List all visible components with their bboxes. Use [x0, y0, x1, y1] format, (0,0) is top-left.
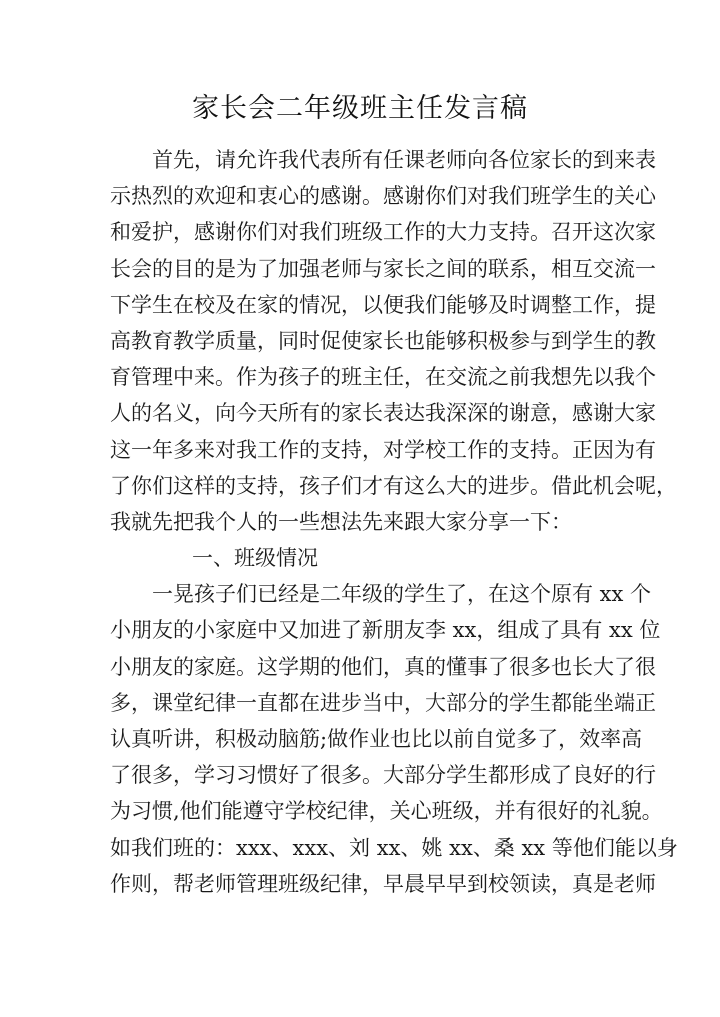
- paragraph-line: 认真听讲，积极动脑筋;做作业也比以前自觉多了，效率高: [110, 727, 643, 751]
- paragraph-line: 了你们这样的支持，孩子们才有这么大的进步。借此机会呢，: [110, 473, 677, 498]
- paragraph-line: 这一年多来对我工作的支持，对学校工作的支持。正因为有: [110, 437, 656, 462]
- paragraph-line: 小朋友的小家庭中又加进了新朋友李 xx，组成了具有 xx 位: [110, 618, 661, 643]
- paragraph-line: 育管理中来。作为孩子的班主任，在交流之前我想先以我个: [110, 365, 656, 390]
- paragraph-line: 和爱护，感谢你们对我们班级工作的大力支持。召开这次家: [110, 220, 656, 245]
- paragraph-line: 长会的目的是为了加强老师与家长之间的联系，相互交流一: [110, 256, 656, 281]
- paragraph-line: 小朋友的家庭。这学期的他们，真的懂事了很多也长大了很: [110, 654, 656, 679]
- paragraph-line: 了很多，学习习惯好了很多。大部分学生都形成了良好的行: [110, 763, 656, 788]
- document-title: 家长会二年级班主任发言稿: [192, 93, 528, 124]
- paragraph-line: 一晃孩子们已经是二年级的学生了，在这个原有 xx 个: [152, 582, 652, 607]
- paragraph-line: 为习惯,他们能遵守学校纪律，关心班级，并有很好的礼貌。: [110, 799, 663, 824]
- document-body: [110, 142, 678, 902]
- paragraph-line: 我就先把我个人的一些想法先来跟大家分享一下：: [110, 509, 572, 534]
- paragraph-line: 首先，请允许我代表所有任课老师向各位家长的到来表: [152, 148, 656, 172]
- paragraph-line: 如我们班的：xxx、xxx、刘 xx、姚 xx、桑 xx 等他们能以身: [110, 835, 678, 860]
- paragraph-line: 多，课堂纪律一直都在进步当中，大部分的学生都能坐端正: [110, 690, 656, 715]
- paragraph-line: 示热烈的欢迎和衷心的感谢。感谢你们对我们班学生的关心: [110, 184, 656, 209]
- paragraph-line: 人的名义，向今天所有的家长表达我深深的谢意，感谢大家: [110, 401, 656, 426]
- section-heading: 一、班级情况: [192, 546, 318, 571]
- paragraph-line: 作则，帮老师管理班级纪律，早晨早早到校领读，真是老师: [110, 871, 656, 896]
- paragraph-line: 高教育教学质量，同时促使家长也能够积极参与到学生的教: [110, 328, 656, 353]
- paragraph-line: 下学生在校及在家的情况，以便我们能够及时调整工作，提: [110, 292, 656, 317]
